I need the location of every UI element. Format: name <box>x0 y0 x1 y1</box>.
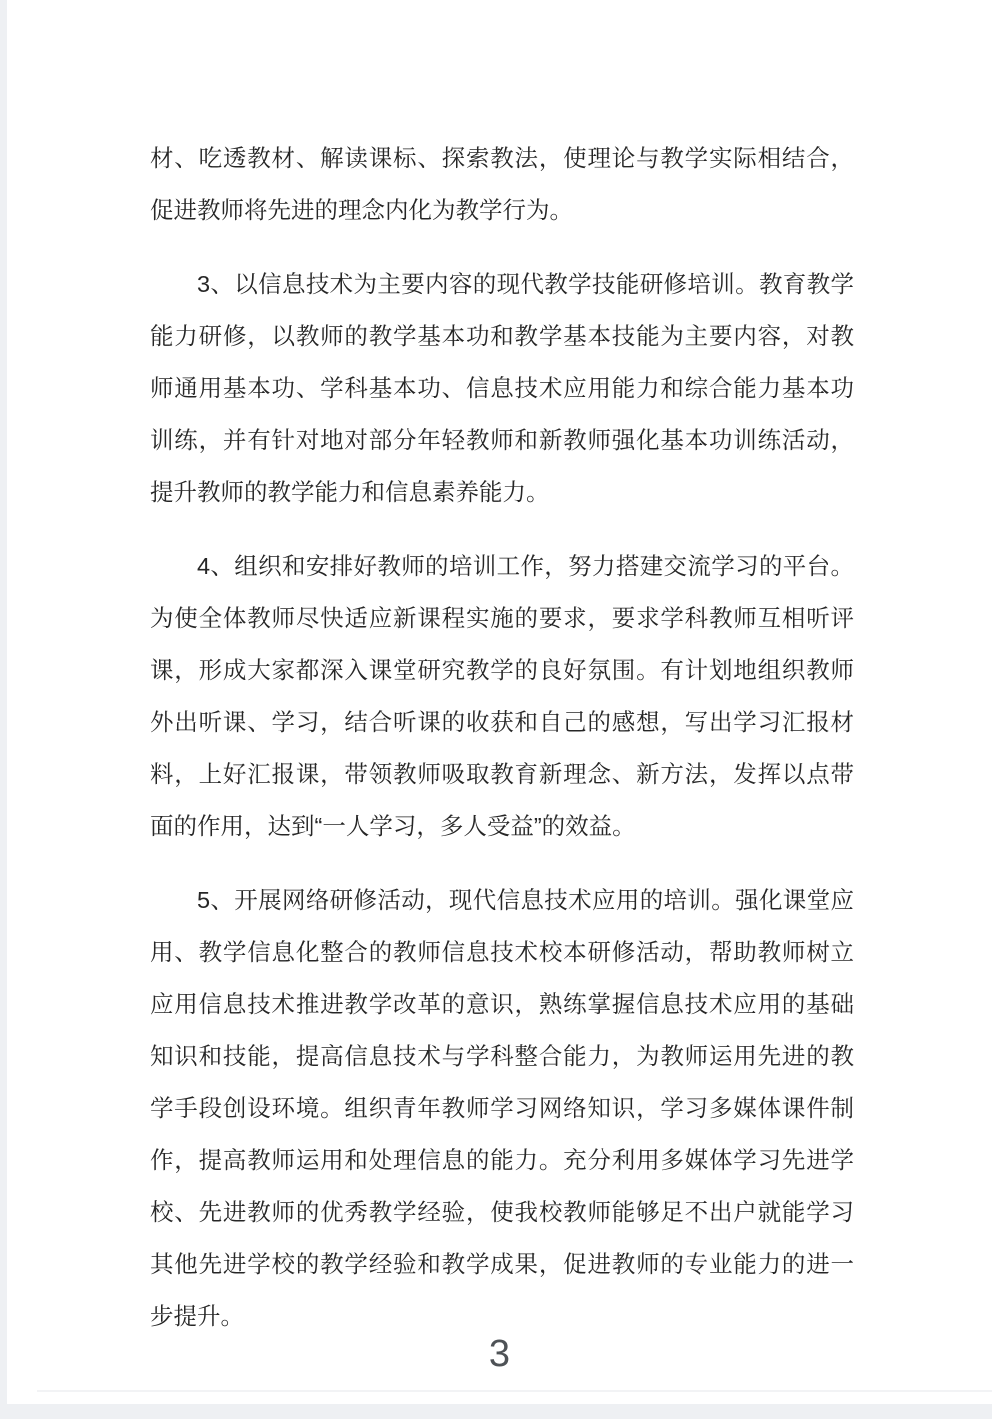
page-number: 3 <box>488 1333 511 1375</box>
paragraph: 3、以信息技术为主要内容的现代教学技能研修培训。教育教学能力研修，以教师的教学基本功和教学基本技能为主要内容，对教师通用基本功、学科基本功、信息技术应用能力和综合能力基本功训练，并有针对地对部分年轻教师和新教师强化基本功训练活动，提升教师的教学能力和信息素养能力。 <box>150 271 854 505</box>
viewer-background-band <box>0 1404 992 1419</box>
paragraph: 4、组织和安排好教师的培训工作，努力搭建交流学习的平台。为使全体教师尽快适应新课程实施的要求，要求学科教师互相听评课，形成大家都深入课堂研究教学的良好氛围。有计划地组织教师外出听课、学习，结合听课的收获和自己的感想，写出学习汇报材料，上好汇报课，带领教师吸取教育新理念、新方法，发挥以点带面的作用，达到“一人学习，多人受益”的效益。 <box>150 553 854 839</box>
page-text <box>150 132 854 1342</box>
paragraph: 5、开展网络研修活动，现代信息技术应用的培训。强化课堂应用、教学信息化整合的教师信息技术校本研修活动，帮助教师树立应用信息技术推进教学改革的意识，熟练掌握信息技术应用的基础知识和技能，提高信息技术与学科整合能力，为教师运用先进的教学手段创设环境。组织青年教师学习网络知识，学习多媒体课件制作，提高教师运用和处理信息的能力。充分利用多媒体学习先进学校、先进教师的优秀教学经验，使我校教师能够足不出户就能学习其他先进学校的教学经验和教学成果，促进教师的专业能力的进一步提升。 <box>150 887 854 1329</box>
paragraph: 材、吃透教材、解读课标、探索教法，使理论与教学实际相结合，促进教师将先进的理念内化为教学行为。 <box>150 145 854 223</box>
page-bottom-edge <box>37 1390 992 1392</box>
document-page[interactable] <box>7 0 992 1404</box>
